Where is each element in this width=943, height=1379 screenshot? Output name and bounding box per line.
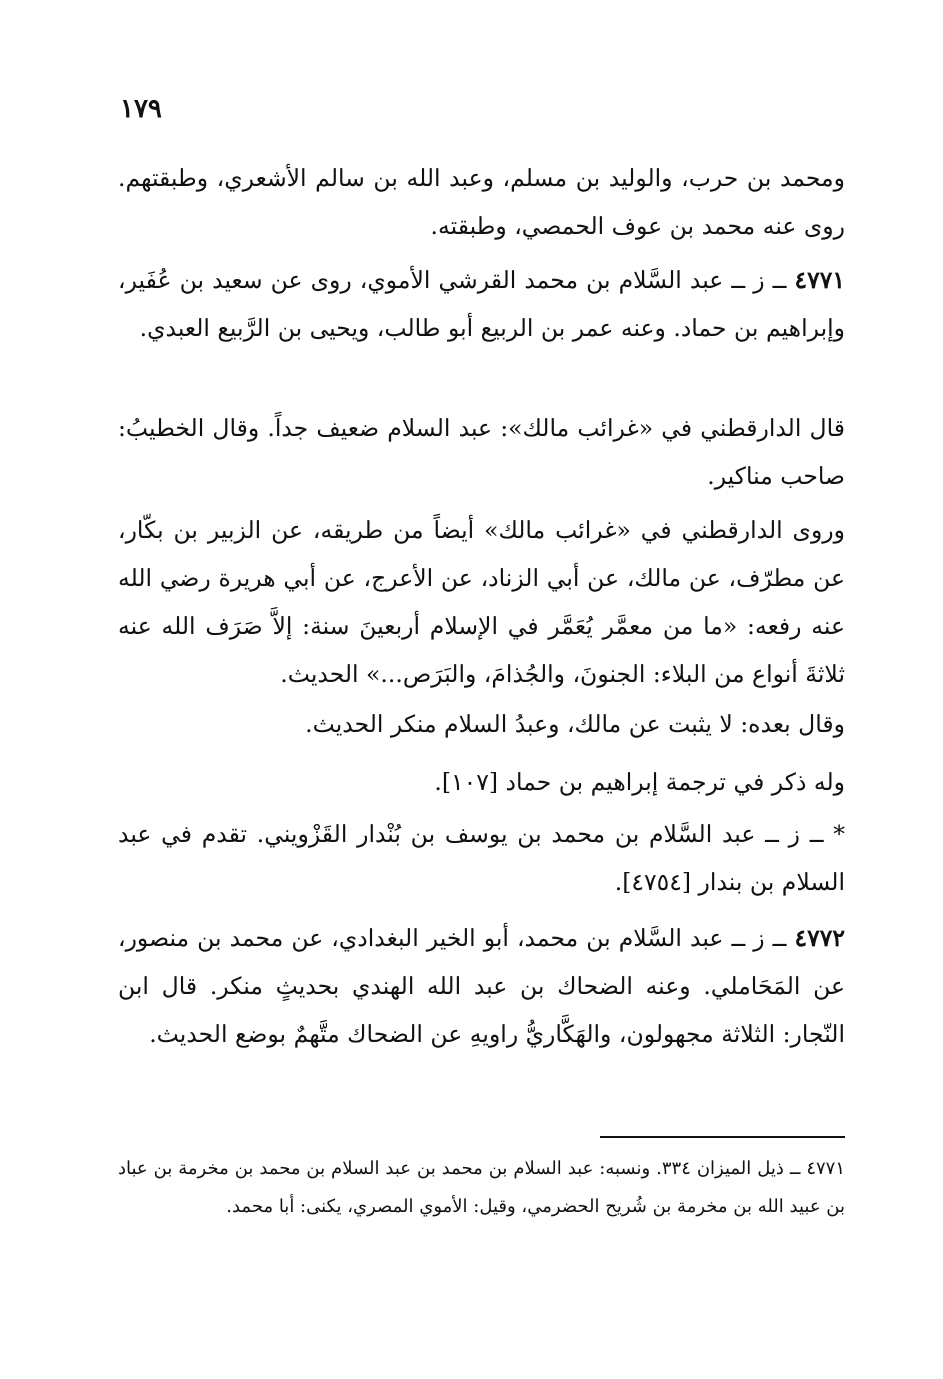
entry-text: ــ ز ــ عبد السَّلام بن محمد القرشي الأموي، روى عن سعيد بن عُفَير، وإبراهيم بن حماد. وعنه عمر بن الربيع أبو طالب، ويحيى بن الرَّبيع العبدي. [118,266,845,342]
footnote [118,1150,845,1226]
entry-4772 [118,914,845,1058]
entry-text: ــ ز ــ عبد السَّلام بن محمد، أبو الخير البغدادي، عن محمد بن منصور، عن المَحَاملي. وعنه الضحاك بن عبد الله الهندي بحديثٍ منكر. قال ابن النّجار: الثلاثة مجهولون، والهَكَّاريُّ راويهِ عن الضحاك متَّهمٌ بوضع الحديث. [118,924,845,1048]
paragraph-1 [118,154,845,250]
paragraph-5-text: وقال بعده: لا يثبت عن مالك، وعبدُ السلام منكر الحديث. [305,710,845,738]
footnote-text: ٤٧٧١ ــ ذيل الميزان ٣٣٤. ونسبه: عبد السلام بن محمد بن عبد السلام بن محمد بن مخرمة بن عباد بن عبيد الله بن مخرمة بن شُريح الحضرمي، وقيل: الأموي المصري، يكنى: أبا محمد. [118,1158,845,1217]
entry-number: ٤٧٧٢ [794,924,845,952]
paragraph-6 [118,758,845,806]
paragraph-5 [118,700,845,748]
paragraph-3-text: قال الدارقطني في «غرائب مالك»: عبد السلام ضعيف جداً. وقال الخطيبُ: صاحب مناكير. [118,414,845,490]
paragraph-1-text: ومحمد بن حرب، والوليد بن مسلم، وعبد الله بن سالم الأشعري، وطبقتهم. روى عنه محمد بن عوف الحمصي، وطبقته. [118,164,845,240]
paragraph-7 [118,810,845,906]
entry-number: ٤٧٧١ [794,266,845,294]
paragraph-4-text: وروى الدارقطني في «غرائب مالك» أيضاً من طريقه، عن الزبير بن بكّار، عن مطرّف، عن مالك، عن أبي الزناد، عن الأعرج، عن أبي هريرة رضي الله عنه رفعه: «ما من معمَّر يُعَمَّر في الإسلام أربعينَ سنة: إلاَّ صَرَف الله عنه ثلاثةَ أنواع من البلاء: الجنونَ، والجُذامَ، والبَرَص...» الحديث. [118,516,845,688]
paragraph-7-text: * ــ ز ــ عبد السَّلام بن محمد بن يوسف بن بُنْدار القَزْويني. تقدم في عبد السلام بن بندار [٤٧٥٤]. [118,820,845,896]
footnote-divider [600,1136,845,1138]
page-number: ١٧٩ [120,94,162,124]
paragraph-3 [118,404,845,500]
entry-4771 [118,256,845,352]
paragraph-6-text: وله ذكر في ترجمة إبراهيم بن حماد [١٠٧]. [434,768,845,796]
paragraph-4 [118,506,845,698]
